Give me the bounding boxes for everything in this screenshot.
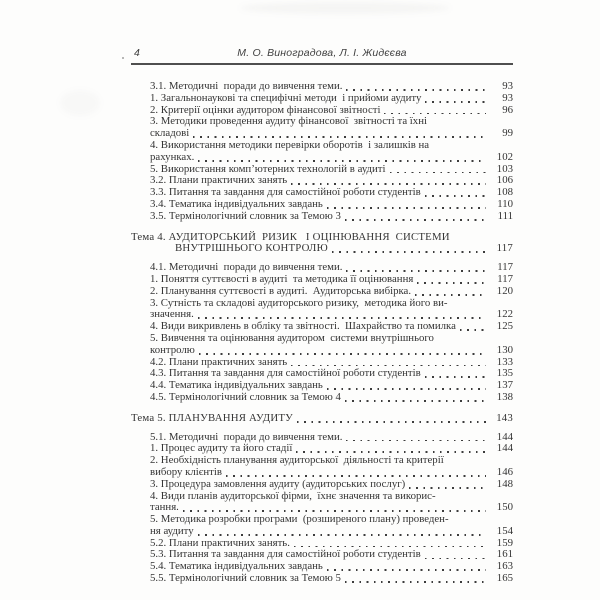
toc-entry-text: 1. Поняття суттєвості в аудиті та методика її оцінювання — [150, 272, 414, 285]
toc-entry — [150, 491, 513, 515]
toc-entry-line — [150, 479, 513, 491]
dot-leader — [198, 160, 486, 162]
page-number: 4 — [134, 47, 140, 59]
toc-page-number: 138 — [496, 390, 513, 403]
toc-page-number: 102 — [496, 150, 513, 163]
toc-page-number: 125 — [496, 320, 513, 333]
toc-entry — [150, 140, 513, 164]
toc-page-number: 144 — [496, 430, 513, 443]
dot-leader — [425, 101, 486, 103]
toc-entry — [150, 573, 513, 585]
dot-leader — [294, 546, 486, 548]
toc-entry-text: 5.3. Питання та завдання для самостійної роботи студентів — [150, 548, 421, 561]
toc-entry-text: 5. Методика розробки програми (розширеного плану) проведен- — [150, 513, 449, 526]
toc-page-number: 103 — [496, 162, 513, 175]
toc-page-number: 117 — [496, 242, 513, 255]
toc-page-number: 108 — [496, 186, 513, 199]
toc-entry-line — [150, 392, 513, 404]
toc-entry-text: 4.1. Методичні поради до вивчення теми. — [150, 261, 343, 274]
scan-smudge — [240, 2, 450, 14]
toc-entry — [150, 333, 513, 357]
toc-entry-text: 1. Процес аудиту та його стадії — [150, 442, 293, 455]
running-title: М. О. Виноградова, Л. І. Жидєєва — [237, 47, 407, 59]
dot-leader — [198, 534, 486, 536]
toc-entry-line — [150, 526, 513, 538]
dot-leader — [327, 569, 486, 571]
toc-entry-text: 4.3. Питання та завдання для самостійної роботи студентів — [150, 367, 421, 380]
toc-page-number: 150 — [496, 501, 513, 514]
toc-entry-line — [150, 514, 513, 526]
toc-entry-line — [150, 274, 513, 286]
toc-entry-text: рахунках. — [150, 150, 195, 163]
toc-entry — [150, 286, 513, 298]
dot-leader — [415, 294, 486, 296]
toc-entry-text: складові — [150, 127, 190, 140]
toc-page-number: 110 — [497, 197, 513, 210]
toc-entry-text: 5. Вивчення та оцінювання аудитором системи внутрішнього — [150, 331, 434, 344]
toc-page-number: 117 — [497, 272, 513, 285]
toc-page-number: 159 — [496, 536, 513, 549]
toc-entry-text: 2. Необхідність планування аудиторської діяльності та критерії — [150, 454, 444, 467]
dot-leader — [460, 329, 486, 331]
dot-leader — [199, 353, 486, 355]
toc-page-number: 146 — [496, 465, 513, 478]
toc-entry-text: тання. — [150, 501, 179, 514]
dot-leader — [384, 113, 486, 115]
toc-entry-text: 3.4. Тематика індивідуальних завдань — [150, 197, 323, 210]
toc-page-number: 111 — [497, 209, 513, 222]
dot-leader — [346, 89, 486, 91]
dot-leader — [198, 317, 486, 319]
toc-page-number: 117 — [497, 261, 513, 274]
dot-leader — [345, 400, 486, 402]
toc-entry-text: 1. Загальнонаукові та специфічні методи і прийоми аудиту — [150, 91, 422, 104]
toc-entry-text: 5.4. Тематика індивідуальних завдань — [150, 560, 323, 573]
dot-leader — [409, 487, 486, 489]
scan-smudge — [60, 90, 100, 116]
toc-entry — [150, 116, 513, 140]
toc-entry-text: 5.2. Плани практичних занять. — [150, 536, 290, 549]
toc-entry-text: 3. Методики проведення аудиту фінансової звітності та їхні — [150, 115, 427, 128]
toc-entry-line — [131, 413, 513, 425]
toc-section-heading — [131, 232, 513, 256]
dot-leader — [193, 136, 486, 138]
toc-entry-text: 4.5. Термінологічний словник за Темою 4 — [150, 390, 341, 403]
toc-page-number: 135 — [496, 367, 513, 380]
scan-speck — [122, 57, 124, 59]
toc-entry-text: 2. Планування суттєвості в аудиті. Аудиторська вибірка. — [150, 284, 412, 297]
toc-entry — [150, 392, 513, 404]
toc-entry-line — [150, 333, 513, 345]
toc-page-number: 106 — [496, 174, 513, 187]
toc-page-number: 93 — [502, 80, 513, 92]
toc-entry-text: 4.2. Плани практичних занять — [150, 355, 288, 368]
toc-page-number: 137 — [496, 379, 513, 392]
dot-leader — [346, 440, 486, 442]
dot-leader — [390, 172, 486, 174]
toc-entry-text: 4. Види викривлень в обліку та звітності. Шахрайство та помилка — [150, 320, 456, 333]
toc-entry-text: 2. Критерії оцінки аудитором фінансової звітності — [150, 103, 381, 116]
toc-entry-line — [150, 286, 513, 298]
toc-page-number: 163 — [496, 560, 513, 573]
dot-leader — [345, 219, 486, 221]
toc-entry-line — [150, 199, 513, 211]
toc-page-number: 161 — [496, 548, 513, 561]
toc-entry-text: 3.5. Термінологічний словник за Темою 3 — [150, 209, 341, 222]
toc-entry — [150, 455, 513, 479]
dot-leader — [346, 270, 486, 272]
toc-page-number: 96 — [502, 103, 513, 116]
dot-leader — [291, 183, 486, 185]
toc-entry-line — [150, 140, 513, 152]
toc-entry-line — [150, 298, 513, 310]
toc-entry-line — [150, 467, 513, 479]
running-header — [131, 47, 513, 65]
toc-entry-text: ня аудиту — [150, 524, 194, 537]
dot-leader — [332, 251, 486, 253]
toc-entry — [150, 479, 513, 491]
dot-leader — [425, 195, 486, 197]
toc-entry-line — [150, 573, 513, 585]
toc-entry-text: Тема 4. АУДИТОРСЬКИЙ РИЗИК І ОЦІНЮВАННЯ СИСТЕМИ — [131, 230, 450, 243]
toc-entry-line — [150, 152, 513, 164]
toc-page-number: 130 — [496, 343, 513, 356]
toc-entry — [150, 211, 513, 223]
toc-entry — [150, 298, 513, 322]
toc-entry-line — [150, 93, 513, 105]
toc-entry-text: 5. Використання комп’ютерних технологій в аудиті — [150, 162, 386, 175]
toc-entry-text: 4. Використання методики перевірки оборотів і залишків на — [150, 138, 430, 151]
toc-entry-text: вибору клієнтів — [150, 465, 222, 478]
toc-list — [131, 81, 513, 585]
dot-leader — [291, 365, 486, 367]
toc-entry-text: контролю — [150, 343, 195, 356]
toc-page-number: 165 — [496, 572, 513, 585]
toc-entry-line — [131, 243, 513, 255]
toc-page-number: 144 — [496, 442, 513, 455]
toc-entry-text: ВНУТРІШНЬОГО КОНТРОЛЮ — [175, 242, 328, 255]
toc-entry-text: 3. Процедура замовлення аудиту (аудиторських послуг) — [150, 477, 406, 490]
toc-entry-line — [150, 345, 513, 357]
toc-section-heading — [131, 413, 513, 425]
toc-entry-text: 5.5. Термінологічний словник за Темою 5 — [150, 572, 341, 585]
toc-entry-text: 3.2. Плани практичних занять — [150, 174, 288, 187]
dot-leader — [417, 282, 486, 284]
toc-entry-line — [150, 116, 513, 128]
dot-leader — [297, 421, 486, 423]
toc-entry — [150, 199, 513, 211]
dot-leader — [345, 581, 486, 583]
dot-leader — [327, 207, 486, 209]
toc-entry-text: 3. Сутність та складові аудиторського ризику, методика його ви- — [150, 296, 448, 309]
toc-entry-line — [150, 211, 513, 223]
toc-entry-text: 5.1. Методичні поради до вивчення теми. — [150, 430, 343, 443]
dot-leader — [425, 558, 486, 560]
toc-entry — [150, 514, 513, 538]
dot-leader — [327, 388, 486, 390]
dot-leader — [226, 475, 486, 477]
toc-page-number: 122 — [496, 308, 513, 321]
toc-entry-text: Тема 5. ПЛАНУВАННЯ АУДИТУ — [131, 411, 293, 424]
dot-leader — [425, 376, 486, 378]
toc-page-number: 93 — [502, 91, 513, 104]
toc-entry — [150, 274, 513, 286]
toc-entry-line — [150, 491, 513, 503]
toc-page-number: 120 — [496, 284, 513, 297]
dot-leader — [183, 510, 486, 512]
toc-entry-text: 4. Види планів аудиторської фірми, їхнє значення та викорис- — [150, 489, 436, 502]
toc-entry-text: 3.3. Питання та завдання для самостійної роботи студентів — [150, 186, 421, 199]
dot-leader — [296, 451, 486, 453]
toc-entry — [150, 93, 513, 105]
toc-page-number: 133 — [496, 355, 513, 368]
toc-page-number: 143 — [496, 411, 513, 424]
toc-entry-text: 3.1. Методичні поради до вивчення теми. — [150, 80, 343, 92]
toc-page-number: 148 — [496, 477, 513, 490]
toc-page-number: 154 — [496, 524, 513, 537]
toc-entry-text: значення. — [150, 308, 194, 321]
toc-entry-text: 4.4. Тематика індивідуальних завдань — [150, 379, 323, 392]
toc-page-number: 99 — [502, 127, 513, 140]
